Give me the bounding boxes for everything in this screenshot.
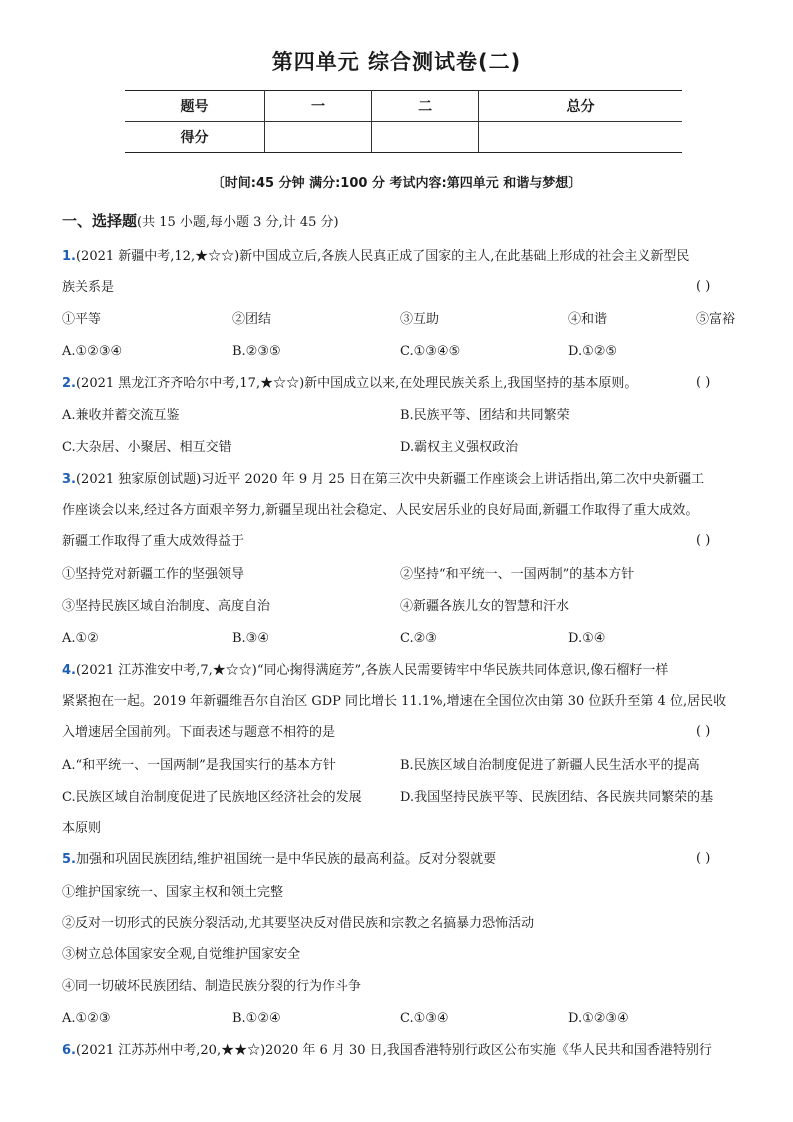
statement-item: ①坚持党对新疆工作的坚强领导 [62,567,245,582]
score-table-score-row [125,122,682,153]
answer-option-d[interactable]: D.我国坚持民族平等、民族团结、各民族共同繁荣的基 [400,790,714,805]
statement-item: ④同一切破坏民族团结、制造民族分裂的行为作斗争 [62,979,362,994]
page-title: 第四单元 综合测试卷(二) [271,50,522,74]
answer-option-c[interactable]: C.民族区域自治制度促进了民族地区经济社会的发展 [62,790,362,805]
statement-item: ③树立总体国家安全观,自觉维护国家安全 [62,947,301,962]
section-heading [62,210,339,231]
answer-option-d-continued: 本原则 [62,821,102,836]
score-header-cell: 一 [265,91,372,122]
question-4-line-3 [62,724,742,742]
answer-blank[interactable]: ( ) [696,851,711,866]
question-text: (2021 江苏苏州中考,20,★★☆)2020 年 6 月 30 日,我国香港特别行政区公布实施《华人民共和国香港特别行 [75,1043,712,1058]
answer-option-c[interactable]: C.①③④ [400,1011,449,1026]
question-2-line-1 [62,375,742,393]
answer-option-d[interactable]: D.①②⑤ [568,344,618,359]
statement-item: ①维护国家统一、国家主权和领土完整 [62,885,284,900]
section-title: 一、选择题 [62,212,138,230]
answer-option-a[interactable]: A.“和平统一、一国两制”是我国实行的基本方针 [62,758,336,773]
question-number: 4. [62,663,76,678]
question-text: (2021 黑龙江齐齐哈尔中考,17,★☆☆)新中国成立以来,在处理民族关系上,我国坚持的基本原则。 [75,376,638,391]
question-text: 作座谈会以来,经过各方面艰辛努力,新疆呈现出社会稳定、人民安居乐业的良好局面,新疆工作取得了重大成效。 [62,503,699,518]
answer-option-a[interactable]: A.①② [62,631,99,646]
question-number: 2. [62,376,76,391]
answer-option-d[interactable]: D.①④ [568,631,606,646]
question-text: 入增速居全国前列。下面表述与题意不相符的是 [62,725,336,740]
question-text: 新疆工作取得了重大成效得益于 [62,534,245,549]
answer-blank[interactable]: ( ) [696,375,711,390]
answer-option-b[interactable]: B.③④ [232,631,269,646]
question-4-line-2 [62,693,742,711]
answer-blank[interactable]: ( ) [696,533,711,548]
question-text: 加强和巩固民族团结,维护祖国统一是中华民族的最高利益。反对分裂就要 [75,852,497,867]
question-text: (2021 独家原创试题)习近平 2020 年 9 月 25 日在第三次中央新疆工作座谈会上讲话指出,第二次中央新疆工 [75,472,705,487]
score-header-cell: 二 [372,91,479,122]
answer-option-c[interactable]: C.①③④⑤ [400,344,461,359]
score-row-label: 得分 [125,122,265,153]
statement-item: ②坚持“和平统一、一国两制”的基本方针 [400,567,635,582]
exam-info: 〔时间:45 分钟 满分:100 分 考试内容:第四单元 和谐与梦想〕 [211,176,582,191]
question-5-line-1 [62,851,742,869]
section-note: (共 15 小题,每小题 3 分,计 45 分) [137,215,339,230]
answer-option-b[interactable]: B.①②④ [232,1011,281,1026]
statement-item: ①平等 [62,312,102,327]
answer-blank[interactable]: ( ) [696,724,711,739]
question-number: 3. [62,472,76,487]
statement-item: ②团结 [232,312,272,327]
question-text: (2021 江苏淮安中考,7,★☆☆)“同心掬得满庭芳”,各族人民需要铸牢中华民族共同体意识,像石榴籽一样 [75,663,669,678]
score-header-cell: 题号 [125,91,265,122]
question-1-line-2 [62,279,742,297]
question-number: 5. [62,852,76,867]
statement-item: ③坚持民族区域自治制度、高度自治 [62,599,271,614]
question-text: 族关系是 [62,280,115,295]
answer-blank[interactable]: ( ) [696,279,711,294]
answer-option-c[interactable]: C.②③ [400,631,437,646]
score-header-cell: 总分 [479,91,682,122]
answer-option-b[interactable]: B.民族区域自治制度促进了新疆人民生活水平的提高 [400,758,700,773]
score-cell[interactable] [479,122,682,153]
statement-item: ④和谐 [568,312,608,327]
answer-option-d[interactable]: D.①②③④ [568,1011,629,1026]
question-4-line-1 [62,662,742,680]
statement-item: ③互助 [400,312,440,327]
statement-item: ②反对一切形式的民族分裂活动,尤其要坚决反对借民族和宗教之名搞暴力恐怖活动 [62,916,535,931]
score-table [125,90,682,153]
score-table-header-row [125,91,682,122]
question-text: (2021 新疆中考,12,★☆☆)新中国成立后,各族人民真正成了国家的主人,在此基础上形成的社会主义新型民 [75,249,690,264]
question-number: 1. [62,249,76,264]
statement-item: ④新疆各族儿女的智慧和汗水 [400,599,570,614]
question-1-line-1 [62,248,742,266]
answer-option-b[interactable]: B.民族平等、团结和共同繁荣 [400,408,570,423]
answer-option-c[interactable]: C.大杂居、小聚居、相互交错 [62,440,232,455]
score-cell[interactable] [372,122,479,153]
question-text: 紧紧抱在一起。2019 年新疆维吾尔自治区 GDP 同比增长 11.1%,增速在全国位次由第 30 位跃升至第 4 位,居民收 [62,694,727,709]
answer-option-d[interactable]: D.霸权主义强权政治 [400,440,519,455]
statement-item: ⑤富裕 [696,312,736,327]
answer-option-a[interactable]: A.兼收并蓄交流互鉴 [62,408,180,423]
answer-option-b[interactable]: B.②③⑤ [232,344,281,359]
question-number: 6. [62,1043,76,1058]
answer-option-a[interactable]: A.①②③④ [62,344,123,359]
question-3-line-3 [62,533,742,551]
question-3-line-1 [62,471,742,489]
question-3-line-2 [62,502,742,520]
answer-option-a[interactable]: A.①②③ [62,1011,111,1026]
score-cell[interactable] [265,122,372,153]
question-6-line-1 [62,1042,742,1060]
